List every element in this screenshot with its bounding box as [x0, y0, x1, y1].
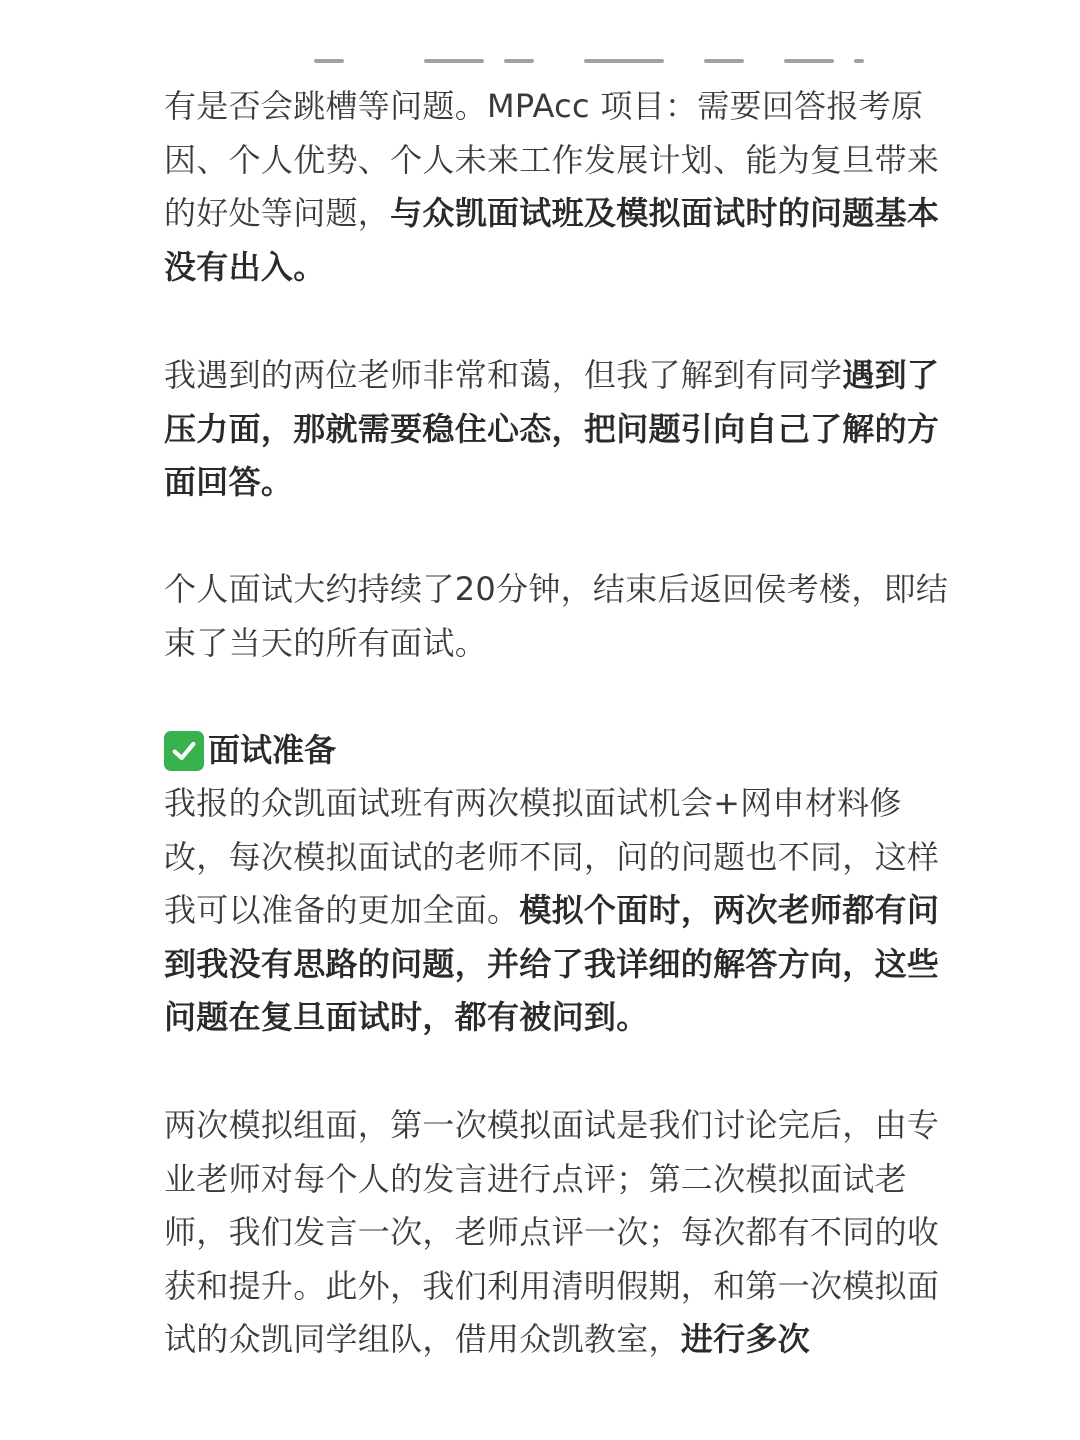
- section-heading-text: 面试准备: [208, 731, 337, 769]
- paragraph-interview-questions: [164, 80, 954, 294]
- paragraph-text: 我遇到的两位老师非常和蔼，但我了解到有同学: [164, 356, 843, 394]
- paragraph-prep-class: [164, 777, 954, 1045]
- check-mark-button-icon: [164, 731, 204, 771]
- paragraph-text: 个人面试大约持续了20分钟，结束后返回侯考楼，即结束了当天的所有面试。: [164, 570, 949, 662]
- section-heading: [164, 724, 336, 778]
- paragraph-text: 我报的众凯面试班有两次模拟面试机会+网申材料修改，每次模拟面试的老师不同，问的问题也不同，这样我可以准备的更加全面。: [164, 784, 940, 929]
- paragraph-teachers: [164, 349, 954, 510]
- paragraph-bold-text: 进行多次: [680, 1320, 811, 1358]
- paragraph-group-mock: [164, 1099, 954, 1367]
- paragraph-bold-text: 遇到了压力面，那就需要稳住心态，把问题引向自己了解的方面回答。: [164, 356, 940, 501]
- paragraph-duration: [164, 563, 954, 670]
- paragraph-bold-text: 模拟个面时，两次老师都有问到我没有思路的问题，并给了我详细的解答方向，这些问题在复旦面试时，都有被问到。: [164, 891, 940, 1036]
- paragraph-bold-text: 与众凯面试班及模拟面试时的问题基本没有出入。: [164, 194, 940, 286]
- paragraph-text: 两次模拟组面，第一次模拟面试是我们讨论完后，由专业老师对每个人的发言进行点评；第二次模拟面试老师，我们发言一次，老师点评一次；每次都有不同的收获和提升。此外，我们利用清明假期，和第一次模拟面试的众凯同学组队，借用众凯教室，: [164, 1106, 940, 1358]
- cut-off-text-line: [164, 56, 884, 66]
- paragraph-text: 有是否会跳槽等问题。MPAcc 项目：需要回答报考原因、个人优势、个人未来工作发展计划、能为复旦带来的好处等问题，: [164, 87, 940, 232]
